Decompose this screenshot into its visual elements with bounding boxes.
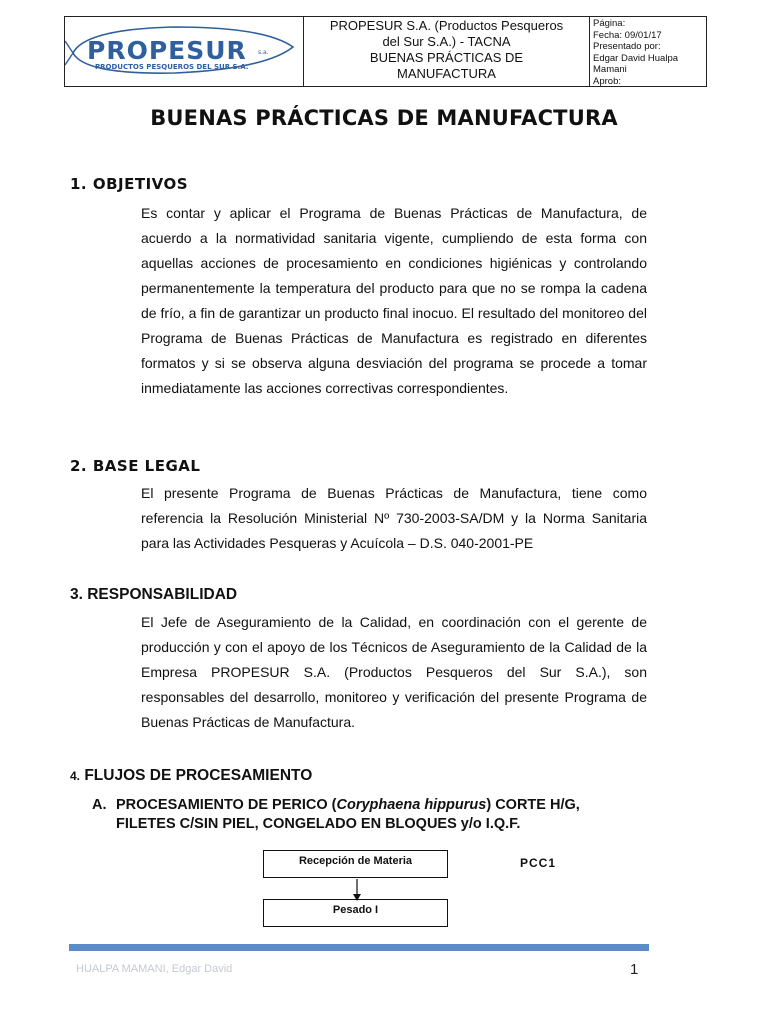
flow-step-recepcion: Recepción de Materia [263, 850, 448, 878]
header-aprob: Aprob: [593, 75, 621, 87]
document-header [64, 16, 707, 87]
header-meta-cell [590, 17, 706, 86]
section-title-flujos: FLUJOS DE PROCESAMIENTO [84, 767, 313, 784]
flow-pcc-label: PCC1 [520, 856, 557, 870]
section-text-base-legal: El presente Programa de Buenas Prácticas de Manufactura, tiene como referencia la Resolución Ministerial Nº 730-2003-SA/DM y la Norma Sanitaria para las Actividades Pesqueras y Acuícola – D.S. 040-2001-PE [141, 485, 647, 551]
subsection-line1-pre: PROCESAMIENTO DE PERICO ( [116, 797, 337, 813]
document-title: BUENAS PRÁCTICAS DE MANUFACTURA [150, 106, 618, 130]
header-fecha: Fecha: 09/01/17 [593, 29, 662, 41]
section-number-flujos: 4. [70, 769, 81, 783]
subsection-letter: A. [92, 797, 107, 813]
section-heading-responsabilidad: 3. RESPONSABILIDAD [70, 586, 238, 603]
subsection-perico [92, 796, 652, 834]
header-company-cell [304, 17, 590, 86]
company-logo [65, 17, 304, 86]
subsection-line2: FILETES C/SIN PIEL, CONGELADO EN BLOQUES y/o I.Q.F. [116, 816, 521, 832]
logo-tagline-text: PRODUCTOS PESQUEROS DEL SUR S.A. [95, 63, 249, 71]
footer-author: HUALPA MAMANI, Edgar David [76, 963, 233, 975]
header-company-line-3: BUENAS PRÁCTICAS DE [369, 50, 524, 65]
subsection-line1-post: ) CORTE H/G, [486, 797, 580, 813]
header-presentado: Presentado por: [593, 41, 661, 52]
section-text-responsabilidad: El Jefe de Aseguramiento de la Calidad, en coordinación con el gerente de producción y con el apoyo de los Técnicos de Aseguramiento de la Calidad de la Empresa PROPESUR S.A. (Productos Pesqueros del Sur S.A.), son responsables del desarrollo, monitoreo y verificación del presente Programa de Buenas Prácticas de Manufactura. [141, 614, 647, 730]
page-number: 1 [630, 961, 639, 978]
flow-step-pesado: Pesado I [263, 899, 448, 927]
header-company-line-4: MANUFACTURA [397, 66, 496, 81]
fish-logo-icon [65, 17, 301, 86]
logo-brand-text: PROPESUR [87, 36, 247, 65]
header-author-line-1: Edgar David Hualpa [593, 52, 679, 64]
section-heading-objetivos: 1. OBJETIVOS [70, 175, 189, 193]
header-company-line-1: PROPESUR S.A. (Productos Pesqueros [329, 18, 564, 33]
section-heading-base-legal: 2. BASE LEGAL [70, 457, 201, 475]
header-pagina: Página: [593, 18, 626, 29]
section-heading-flujos [70, 767, 312, 785]
footer-bar [69, 944, 649, 951]
header-company-line-2: del Sur S.A.) - TACNA [382, 34, 511, 49]
species-name: Coryphaena hippurus [336, 797, 487, 813]
section-text-objetivos: Es contar y aplicar el Programa de Buenas Prácticas de Manufactura, de acuerdo a la normatividad sanitaria vigente, cumpliendo de esta forma con aquellas acciones de procesamiento en condiciones higiénicas y controlando permanentemente la temperatura del producto para que no se rompa la cadena de frío, a fin de garantizar un producto final inocuo. El resultado del monitoreo del Programa de Buenas Prácticas de Manufactura es registrado en diferentes formatos y si se observa alguna desviación del programa se procede a tomar inmediatamente las acciones correctivas correspondientes. [141, 205, 647, 396]
header-author-line-2: Mamani [593, 64, 627, 75]
logo-suffix-text: s.a. [258, 49, 269, 56]
